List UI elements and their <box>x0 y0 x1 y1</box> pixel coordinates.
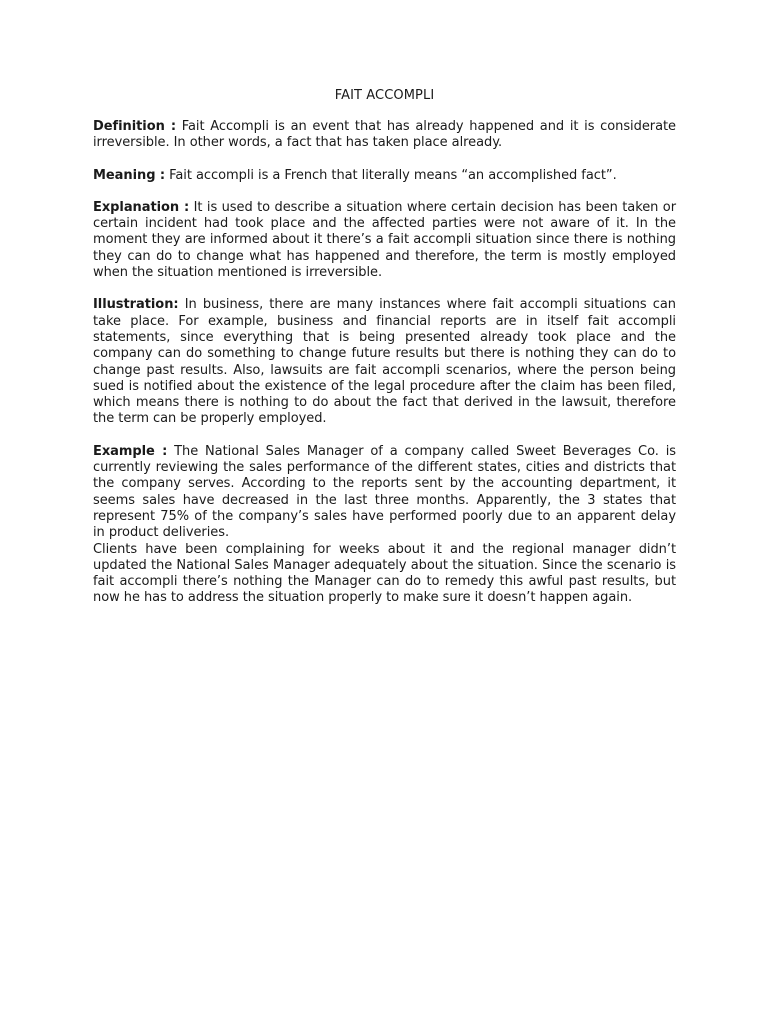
illustration-paragraph <box>93 297 676 427</box>
illustration-text: In business, there are many instances where fait accompli situations can take place. For example, business and financial reports are in itself fait accompli statements, since everything that is being presented already took place and the company can do something to change future results but there is nothing they can do to change past results. Also, lawsuits are fait accompli scenarios, where the person being sued is notified about the existence of the legal procedure after the claim has been filed, which means there is nothing to do about the fact that derived in the lawsuit, therefore the term can be properly employed. <box>93 297 676 427</box>
document-page <box>93 88 676 623</box>
definition-text: Fait Accompli is an event that has already happened and it is considerate irreversible. In other words, a fact that has taken place already. <box>93 119 676 151</box>
meaning-text: Fait accompli is a French that literally means “an accomplished fact”. <box>165 167 617 183</box>
meaning-label: Meaning : <box>93 167 166 183</box>
explanation-label: Explanation : <box>93 199 190 215</box>
explanation-paragraph <box>93 200 676 281</box>
example-paragraph <box>93 444 676 542</box>
example-label: Example : <box>93 443 168 459</box>
definition-label: Definition : <box>93 119 177 134</box>
explanation-text: It is used to describe a situation where certain decision has been taken or certain incident had took place and the affected parties were not aware of it. In the moment they are informed about it there’s a fait accompli situation since there is nothing they can do to change what has happened and therefore, the term is mostly employed when the situation mentioned is irreversible. <box>93 199 676 281</box>
example-text: The National Sales Manager of a company called Sweet Beverages Co. is currently reviewing the sales performance of the different states, cities and districts that the company serves. According to the reports sent by the accounting department, it seems sales have decreased in the last three months. Apparently, the 3 states that represent 75% of the company’s sales have performed poorly due to an apparent delay in product deliveries. <box>93 443 676 541</box>
meaning-paragraph <box>93 168 676 184</box>
definition-paragraph <box>93 119 676 152</box>
closing-paragraph: Clients have been complaining for weeks about it and the regional manager didn’t updated the National Sales Manager adequately about the situation. Since the scenario is fait accompli there’s nothing the Manager can do to remedy this awful past results, but now he has to address the situation properly to make sure it doesn’t happen again. <box>93 541 676 606</box>
illustration-label: Illustration: <box>93 297 179 313</box>
document-title: FAIT ACCOMPLI <box>334 88 435 103</box>
